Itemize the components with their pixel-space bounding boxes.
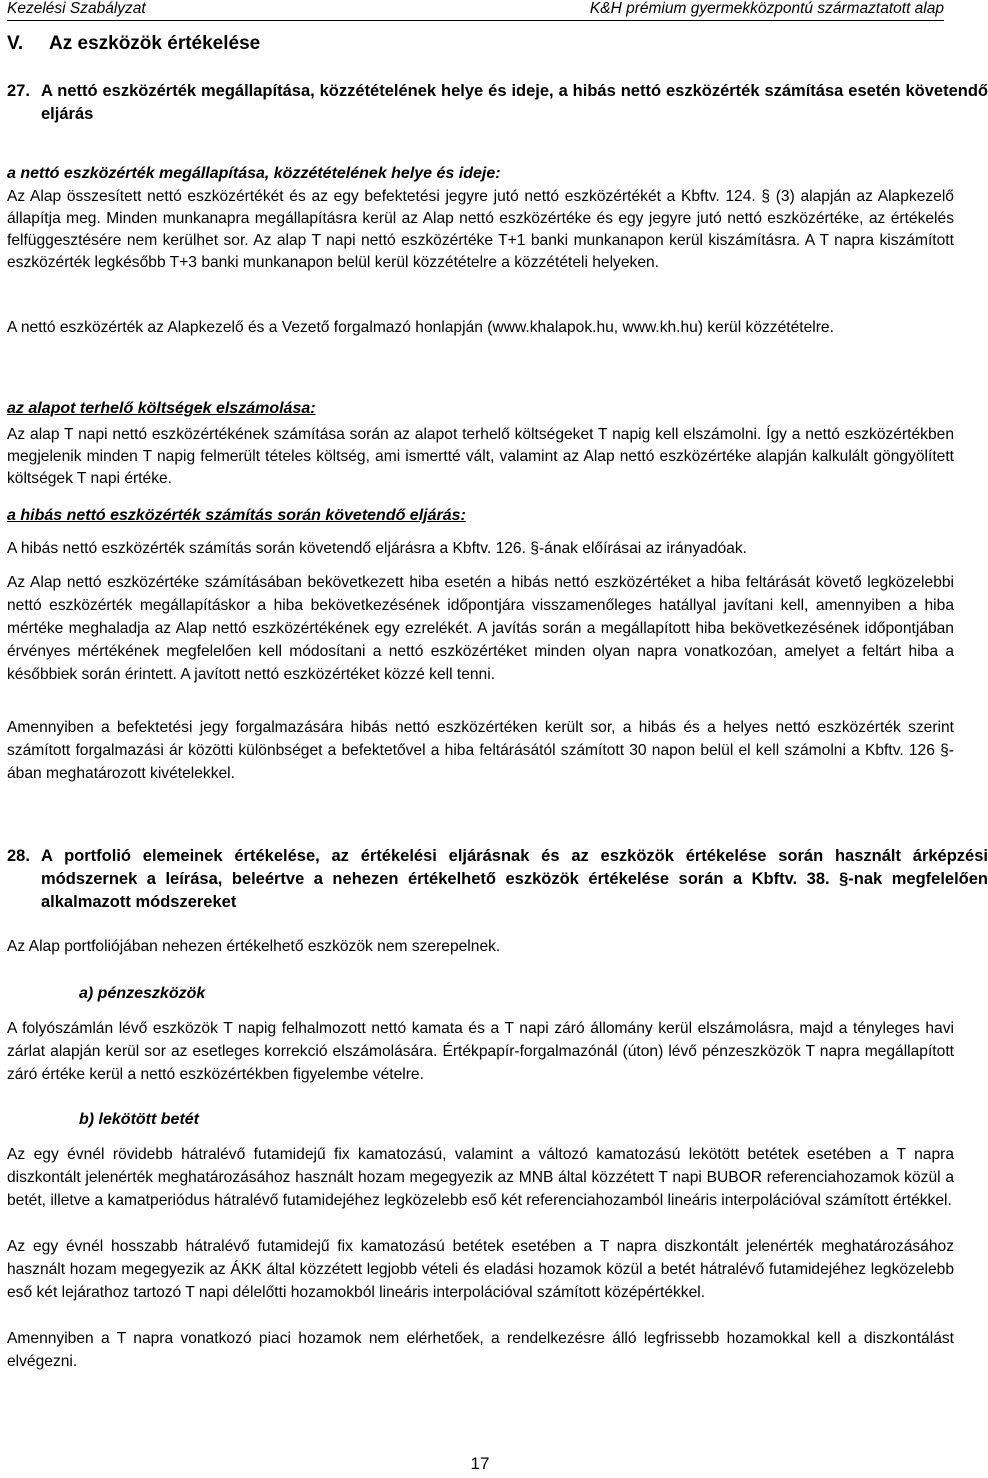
page-number: 17 (470, 1454, 490, 1473)
sub2-p1b: Így a nettó eszközértékben megjelenik minden T napig felmerült tételes költség, ami ismertté vált, valamint az Alap nettó eszközértéke alapján kalkulált göngyölített költségek T napi értéke. (7, 426, 954, 487)
section-number: V. (7, 33, 24, 54)
page-header (7, 0, 944, 21)
sub1-paragraph-1 (7, 186, 954, 274)
section-sign-4: § (839, 870, 849, 888)
subA-heading: a) pénzeszközök (79, 985, 206, 1002)
section-heading (7, 32, 954, 56)
sub3-p1: A hibás nettó eszközérték számítás során követendő eljárásra a Kbftv. 126. (7, 540, 526, 557)
subA-p1a: A folyószámlán lévő eszközök T napig felhalmozott nettó kamata és a T napi záró állomány kerül elszámolásra, majd a tényleges havi zárlat alapján kerül sor az esetleges korrekció elszámolására. (7, 1020, 954, 1060)
subB-paragraph-1: Az egy évnél rövidebb hátralévő futamidejű fix kamatozású, valamint a változó kamatozású lekötött betétek esetében a T napra diszkontált jelenérték meghatározásához használt hozam megegyezik az MNB által közzétett T napi BUBOR referenciahozamok közül a betét, illetve a kamatperiódus hátralévő futamidejéhez legközelebb eső két referenciahozamból lineáris interpolációval számított értékkel. (7, 1146, 954, 1209)
sub2-paragraph (7, 424, 954, 490)
section-sign-2: § (530, 540, 539, 557)
sub1-p1d: Az alap T napi nettó eszközértéke T+1 banki munkanapon kerül kiszámításra. (253, 232, 801, 249)
item-28-title-b: -nak megfelelően alkalmazott módszereket (41, 870, 988, 911)
section-sign-1: § (761, 188, 771, 205)
item-27-title: A nettó eszközérték megállapítása, közzétételének helye és ideje, a hibás nettó eszközérték számítása esetén követendő eljárás (41, 82, 988, 123)
sub1-p1a: Az Alap összesített nettó eszközértékét és az egy befektetési jegyre jutó nettó eszközértékét a Kbftv. 124. (7, 188, 756, 205)
sub3-title: a hibás nettó eszközérték számítás során követendő eljárás: (7, 507, 466, 524)
header-left-title: Kezelési Szabályzat (7, 0, 146, 17)
sub3-heading (7, 505, 954, 527)
sub3-paragraph-1 (7, 537, 954, 560)
item-28-number: 28. (7, 847, 30, 865)
sub3-p3b: -ában meghatározott kivételekkel. (7, 742, 954, 782)
sub3-p2a: Az Alap nettó eszközértéke számításában bekövetkezett hiba esetén a hibás nettó eszközértéket a hiba feltárását követő legközelebbi nettó eszközérték megállapításkor a hiba bekövetkezésének időpontjára visszamenőleges hatállyal javítani kell, amennyiben a hiba mértéke meghaladja az Alap nettó eszközértékének egy ezrelékét. (7, 574, 954, 637)
section-sign-3: § (940, 742, 949, 759)
subA-p1b: Értékpapír-forgalmazónál (úton) lévő pénzeszközök T napra megállapított záró értéke kerül a nettó eszközértékben figyelembe vételre. (7, 1043, 954, 1083)
sub3-p1b: -ának előírásai az irányadóak. (538, 540, 747, 557)
sub3-p2b: A javítás során a megállapított hiba bekövetkezésének időpontjában érvényes mértékének megfelelően kell módosítani a nettó eszközértéket minden olyan napra vonatkozóan, amelyet a feltárt hiba a későbbiek során érintett. (7, 620, 954, 683)
item-28-title: A portfolió elemeinek értékelése, az értékelési eljárásnak és az eszközök értékelése során használt árképzési módszernek a leírása, beleértve a nehezen értékelhető eszközök értékelése során a Kbftv. 38. (41, 847, 988, 888)
subB-paragraph-3: Amennyiben a T napra vonatkozó piaci hozamok nem elérhetőek, a rendelkezésre álló legfrissebb hozamokkal kell a diszkontálást elvégezni. (7, 1330, 954, 1370)
sub1-heading: a nettó eszközérték megállapítása, közzétételének helye és ideje: (7, 165, 501, 182)
subB-heading: b) lekötött betét (79, 1111, 199, 1128)
sub1-p1b: (3) alapján az Alapkezelő állapítja meg. (7, 188, 954, 227)
item-27-number: 27. (7, 82, 30, 100)
sub3-paragraph-3 (7, 716, 954, 785)
sub2-p1a: Az alap T napi nettó eszközértékének számítása során az alapot terhelő költségeket T napig kell elszámolni. (7, 426, 762, 443)
subA-paragraph (7, 1017, 954, 1086)
item-28-paragraph: Az Alap portfoliójában nehezen értékelhető eszközök nem szerepelnek. (7, 938, 501, 955)
section-title: Az eszközök értékelése (49, 33, 261, 54)
sub2-heading (7, 398, 954, 420)
sub1-p1e: A T napra kiszámított eszközérték legkésőbb T+3 banki munkanapon belül kerül közzétételre a közzétételi helyeken. (7, 232, 954, 271)
item-28-heading (7, 845, 988, 914)
header-right-title: K&H prémium gyermekközpontú származtatott alap (589, 0, 944, 17)
sub1-paragraph-2: A nettó eszközérték az Alapkezelő és a Vezető forgalmazó honlapján (www.khalapok.hu, www.kh.hu) kerül közzétételre. (7, 319, 834, 336)
sub3-p2c: A javított nettó eszközértéket közzé kell tenni. (180, 666, 496, 683)
subB-paragraph-2: Az egy évnél hosszabb hátralévő futamidejű fix kamatozású betétek esetében a T napra diszkontált jelenérték meghatározásához használt hozam megegyezik az ÁKK által közzétett legjobb vételi és eladási hozamok közül a betét hátralévő futamidejéhez legközelebb eső két lejárathoz tartozó T napi délelőtti hozamokból lineáris interpolációval számított középértékkel. (7, 1238, 954, 1301)
sub2-title: az alapot terhelő költségek elszámolása: (7, 400, 316, 417)
sub3-paragraph-2 (7, 571, 954, 686)
item-27-heading (7, 80, 988, 126)
sub3-p3a: Amennyiben a befektetési jegy forgalmazására hibás nettó eszközértéken került sor, a hibás és a helyes nettó eszközérték szerint számított forgalmazási ár közötti különbséget a befektetővel a hiba feltárásától számított 30 napon belül el kell számolni a Kbftv. 126 (7, 719, 954, 759)
sub1-p1c: Minden munkanapra megállapításra kerül az Alap nettó eszközértéke és egy jegyre jutó nettó eszközértéke, az értékelés felfüggesztésére nem kerülhet sor. (7, 210, 954, 249)
